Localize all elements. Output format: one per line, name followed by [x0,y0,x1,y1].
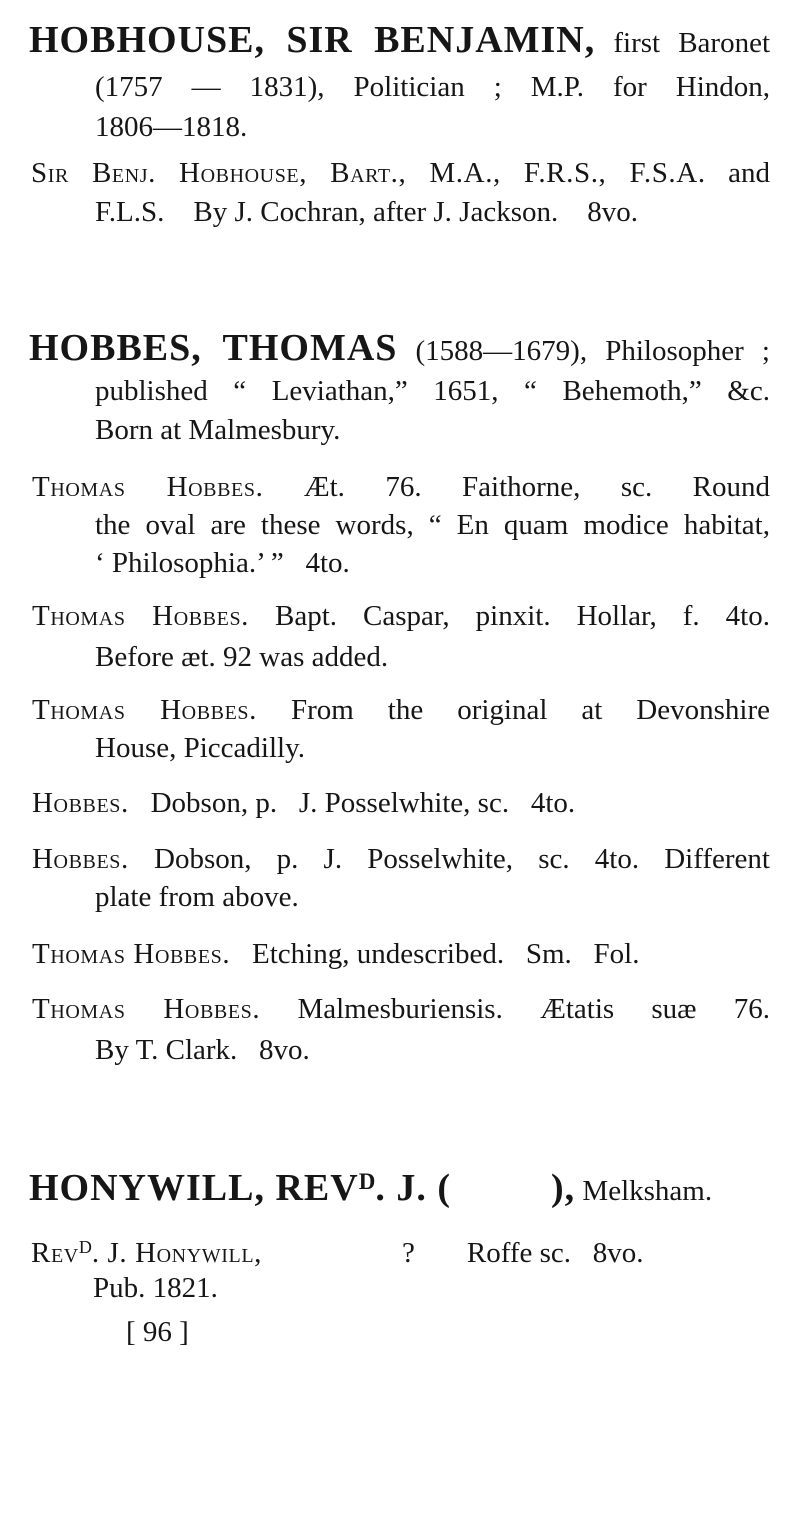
honywill-head-line-1-text: . J. ( [375,1167,451,1209]
hobbes-head-line-1-text: HOBBES, THOMAS [29,327,398,369]
blank-space [451,1198,551,1200]
hobhouse-head-line-3-text: 1806—1818. [95,111,248,143]
honywill-item1-line-1-text: Rev [31,1237,79,1269]
hobhouse-item1-line-1-text: Sir Benj. Hobhouse, Bart., M.A., F.R.S., F.S.A. [31,157,706,189]
hobbes-item5-line-1-text: Hobbes. [32,843,129,875]
hobbes-head-line-3 [95,410,340,450]
blank-space [262,1260,402,1262]
hobbes-item5-line-1-text: Dobson, p. J. Posselwhite, sc. 4to. Different [128,843,770,875]
hobbes-item4-line-1-text: Hobbes. [32,787,129,819]
hobhouse-head-line-1 [29,20,770,63]
honywill-item1-line-2 [93,1268,218,1308]
hobbes-head-line-1 [29,328,770,371]
hobbes-item6-line-1-text: Thomas Hobbes. [32,938,231,970]
hobhouse-head-line-1-text: first Baronet [595,27,770,59]
hobhouse-item1-line-2-text: F.L.S. By J. Cochran, after J. Jackson. 8vo. [95,196,638,228]
hobbes-item3-line-2 [95,728,305,768]
hobbes-item1-line-1-text: Thomas Hobbes. [32,471,264,503]
hobhouse-item1-line-2 [95,192,638,232]
honywill-item1-line-1-text: . J. Honywill, [91,1237,262,1269]
hobbes-item4-line-1-text: Dobson, p. J. Posselwhite, sc. 4to. [128,787,576,819]
hobbes-item7-line-2 [95,1030,310,1070]
page-number [126,1312,189,1352]
honywill-head-line-1 [29,1168,712,1213]
hobbes-item5-line-1 [32,839,770,879]
blank-space [415,1260,467,1262]
honywill-item1-line-1-text: ? [402,1237,415,1269]
hobbes-item3-line-1-text: Thomas Hobbes. [32,694,257,726]
hobhouse-item1-line-1 [31,153,770,193]
hobbes-item4-line-1 [32,783,575,823]
hobbes-item7-line-1-text: Thomas Hobbes. [32,993,261,1025]
hobbes-head-line-3-text: Born at Malmesbury. [95,414,341,446]
hobbes-item1-line-1-text: Æt. 76. Faithorne, sc. Round [263,471,770,503]
hobbes-item2-line-1-text: Thomas Hobbes. [32,600,250,632]
honywill-item1-line-1-text: D [78,1237,92,1257]
hobbes-head-line-2-text: published “ Leviathan,” 1651, “ Behemoth,” &c. [95,375,770,407]
hobbes-head-line-1-text: (1588—1679), Philosopher ; [397,335,770,367]
honywill-head-line-1-text: HONYWILL, REV [29,1167,359,1209]
hobhouse-head-line-3 [95,107,247,147]
hobbes-item5-line-2 [95,877,299,917]
honywill-item1-line-2-text: Pub. 1821. [93,1272,218,1304]
hobbes-item2-line-2 [95,637,388,677]
hobbes-item1-line-3-text: ‘ Philosophia.’ ” 4to. [95,547,350,579]
honywill-head-line-1-text: D [358,1169,376,1194]
hobbes-item1-line-2-text: the oval are these words, “ En quam modice habitat, [95,509,770,541]
hobbes-item7-line-2-text: By T. Clark. 8vo. [95,1034,310,1066]
honywill-head-line-1-text: Melksham. [575,1175,713,1207]
hobbes-head-line-2 [95,371,770,411]
hobbes-item1-line-2 [95,505,770,545]
hobbes-item7-line-1 [32,989,770,1029]
hobbes-item2-line-1 [32,596,770,636]
hobbes-item7-line-1-text: Malmesburiensis. Ætatis suæ 76. [260,993,770,1025]
honywill-item1-line-1-text: Roffe sc. 8vo. [466,1237,644,1269]
hobhouse-item1-line-1-text: and [705,157,770,189]
page-number-text: [ 96 ] [126,1316,189,1348]
hobhouse-head-line-2-text: (1757 — 1831), Politician ; M.P. for Hindon, [95,71,770,103]
hobbes-item2-line-1-text: Bapt. Caspar, pinxit. Hollar, f. 4to. [249,600,770,632]
honywill-head-line-1-text: ), [551,1167,576,1209]
hobbes-item2-line-2-text: Before æt. 92 was added. [95,641,389,673]
hobbes-item6-line-1 [32,934,639,974]
hobbes-item3-line-1-text: From the original at Devonshire [257,694,770,726]
hobbes-item3-line-2-text: House, Piccadilly. [95,732,305,764]
hobhouse-head-line-1-text: HOBHOUSE, SIR BENJAMIN, [29,19,596,61]
hobbes-item1-line-3 [95,543,350,583]
hobbes-item6-line-1-text: Etching, undescribed. Sm. Fol. [230,938,640,970]
hobbes-item3-line-1 [32,690,770,730]
hobbes-item1-line-1 [32,467,770,507]
hobbes-item5-line-2-text: plate from above. [95,881,299,913]
hobhouse-head-line-2 [95,67,770,107]
